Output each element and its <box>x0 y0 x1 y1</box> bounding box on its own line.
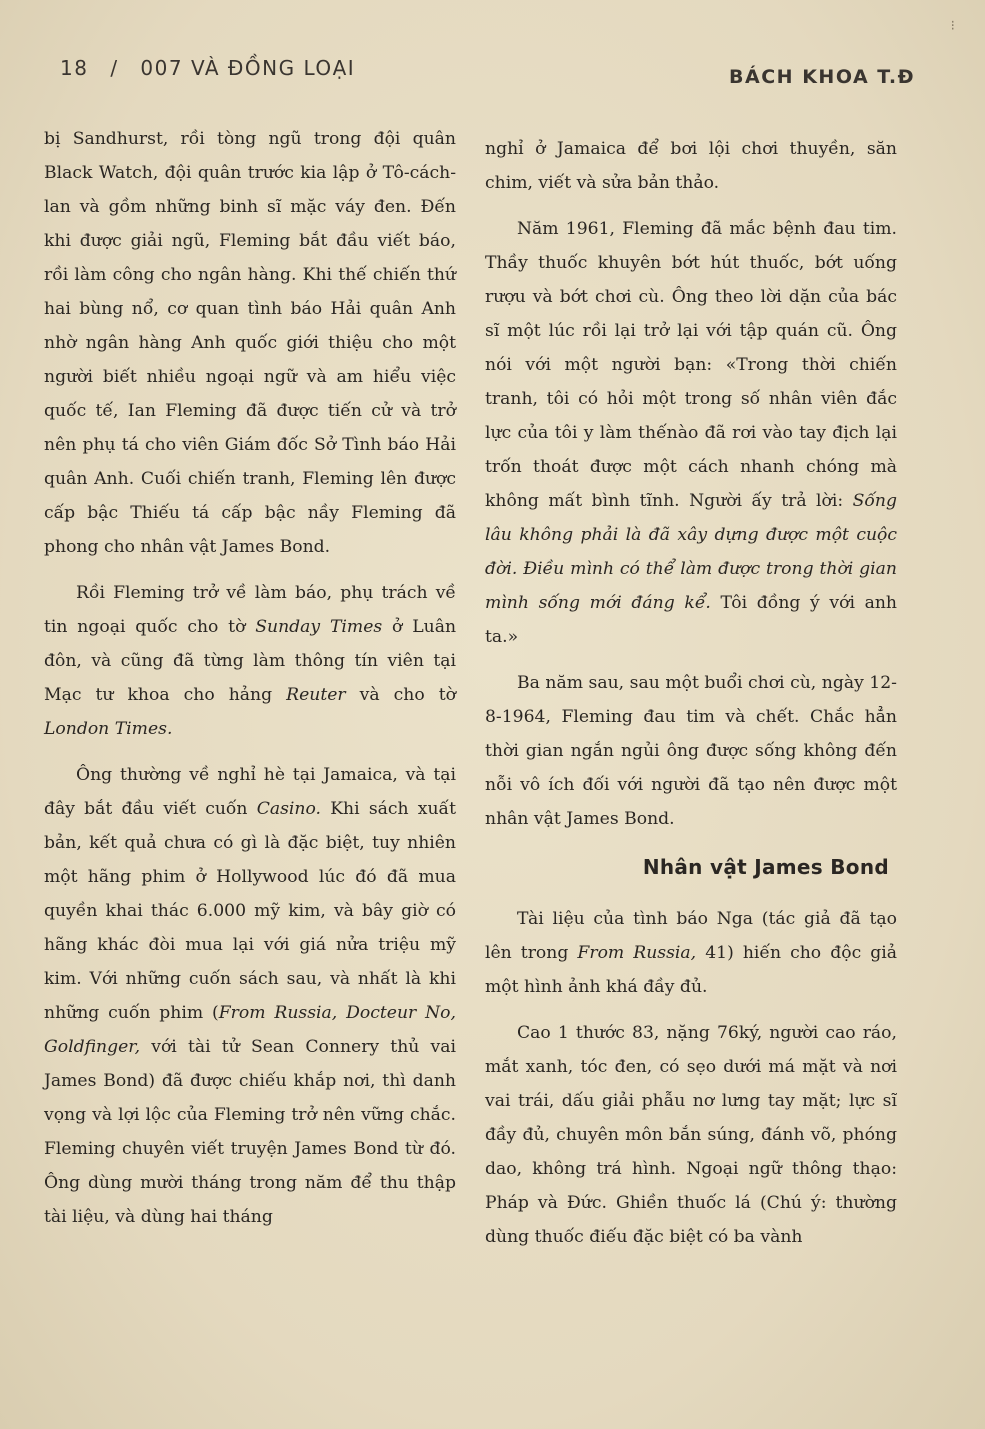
italic-title: Sunday Times <box>255 617 383 637</box>
page-number: 18 <box>60 56 89 80</box>
italic-title: Reuter <box>286 685 346 705</box>
italic-title: From Russia, <box>577 943 697 963</box>
paragraph-text: Tài liệu của tình báo Nga (tác giả đã tạo lên trong <box>485 909 897 963</box>
paragraph <box>485 902 897 1004</box>
italic-quote: Sống lâu không phải là đã xây dựng được một cuộc đời. Điều mình có thể làm được trong thời gian mình sống mới đáng kể. <box>485 491 897 613</box>
paragraph-text: bị Sandhurst, rồi tòng ngũ trong đội quân Black Watch, đội quân trước kia lập ở Tô-cách-lan và gồm những binh sĩ mặc váy đen. Đến khi được giải ngũ, Fleming bắt đầu viết báo, rồi làm công cho ngân hàng. Khi thế chiến thứ hai bùng nổ, cơ quan tình báo Hải quân Anh nhờ ngân hàng Anh quốc giới thiệu cho một người biết nhiều ngoại ngữ và am hiểu việc quốc tế, Ian Fleming đã được tiến cử và trở nên phụ tá cho viên Giám đốc Sở Tình báo Hải quân Anh. Cuối chiến tranh, Fleming lên được cấp bậc Thiếu tá cấp bậc nầy Fleming đã phong cho nhân vật James Bond. <box>44 129 456 557</box>
section-title: 007 VÀ ĐỒNG LOẠI <box>140 56 356 80</box>
italic-title: From Russia, Docteur No, Goldfinger, <box>44 1003 456 1057</box>
italic-title: London Times. <box>44 719 173 739</box>
paragraph-text: Tôi đồng ý với anh ta.» <box>485 593 897 647</box>
paragraph-text: và cho tờ <box>345 685 456 705</box>
right-column <box>485 132 897 1266</box>
paragraph <box>485 666 897 836</box>
paragraph <box>485 132 897 200</box>
section-heading: Nhân vật James Bond <box>642 855 889 879</box>
paragraph-text: 41) hiến cho độc giả một hình ảnh khá đầy đủ. <box>485 943 898 997</box>
paragraph <box>44 758 456 1234</box>
left-column <box>44 122 456 1246</box>
paragraph-text: nghỉ ở Jamaica để bơi lội chơi thuyền, săn chim, viết và sửa bản thảo. <box>485 139 897 193</box>
header-left <box>60 56 369 80</box>
paragraph-text: với tài tử Sean Connery thủ vai James Bond) đã được chiếu khắp nơi, thì danh vọng và lợi lộc của Fleming trở nên vững chắc. Fleming chuyên viết truyện James Bond từ đó. Ông dùng mười tháng trong năm để thu thập tài liệu, và dùng hai tháng <box>44 1037 456 1227</box>
paragraph-text: ở Luân đôn, và cũng đã từng làm thông tín viên tại Mạc tư khoa cho hảng <box>44 617 457 705</box>
paragraph-text: Ông thường về nghỉ hè tại Jamaica, và tại đây bắt đầu viết cuốn <box>44 765 456 819</box>
paragraph <box>44 122 456 564</box>
paragraph-text: Năm 1961, Fleming đã mắc bệnh đau tim. Thầy thuốc khuyên bớt hút thuốc, bớt uống rượu và bớt chơi cù. Ông theo lời dặn của bác sĩ một lúc rồi lại trở lại với tập quán cũ. Ông nói với một người bạn: «Trong thời chiến tranh, tôi có hỏi một trong số nhân viên đắc lực của tôi y làm thếnào đã rơi vào tay địch lại trốn thoát được một cách nhanh chóng mà không mất bình tĩnh. Người ấy trả lời: <box>485 219 897 511</box>
publication-name: BÁCH KHOA T.Đ <box>729 66 915 88</box>
paragraph <box>485 212 897 654</box>
paragraph-text: Rồi Fleming trở về làm báo, phụ trách về tin ngoại quốc cho tờ <box>44 583 456 637</box>
paragraph-text: Khi sách xuất bản, kết quả chưa có gì là đặc biệt, tuy nhiên một hãng phim ở Hollywood lúc đó đã mua quyền khai thác 6.000 mỹ kim, và bây giờ có hãng khác đòi mua lại với giá nửa triệu mỹ kim. Với những cuốn sách sau, và nhất là khi những cuốn phim ( <box>44 799 456 1023</box>
italic-title: Casino. <box>256 799 322 819</box>
paragraph <box>44 576 456 746</box>
paragraph-text: Cao 1 thước 83, nặng 76ký, người cao ráo, mắt xanh, tóc đen, có sẹo dưới má mặt và nơi vai trái, dấu giải phẫu nơ lưng tay mặt; lực sĩ đầy đủ, chuyên môn bắn súng, đánh võ, phóng dao, không trá hình. Ngoại ngữ thông thạo: Pháp và Đức. Ghiền thuốc lá (Chú ý: thường dùng thuốc điếu đặc biệt có ba vành <box>485 1023 897 1247</box>
running-header <box>60 52 925 92</box>
paragraph <box>485 1016 897 1254</box>
paragraph-text: Ba năm sau, sau một buổi chơi cù, ngày 12-8-1964, Fleming đau tim và chết. Chắc hẳn thời gian ngắn ngủi ông được sống không đến nỗi vô ích đối với người đã tạo nên được một nhân vật James Bond. <box>485 673 897 829</box>
edge-mark: ⁝ <box>950 18 955 34</box>
header-separator: / <box>110 56 119 80</box>
